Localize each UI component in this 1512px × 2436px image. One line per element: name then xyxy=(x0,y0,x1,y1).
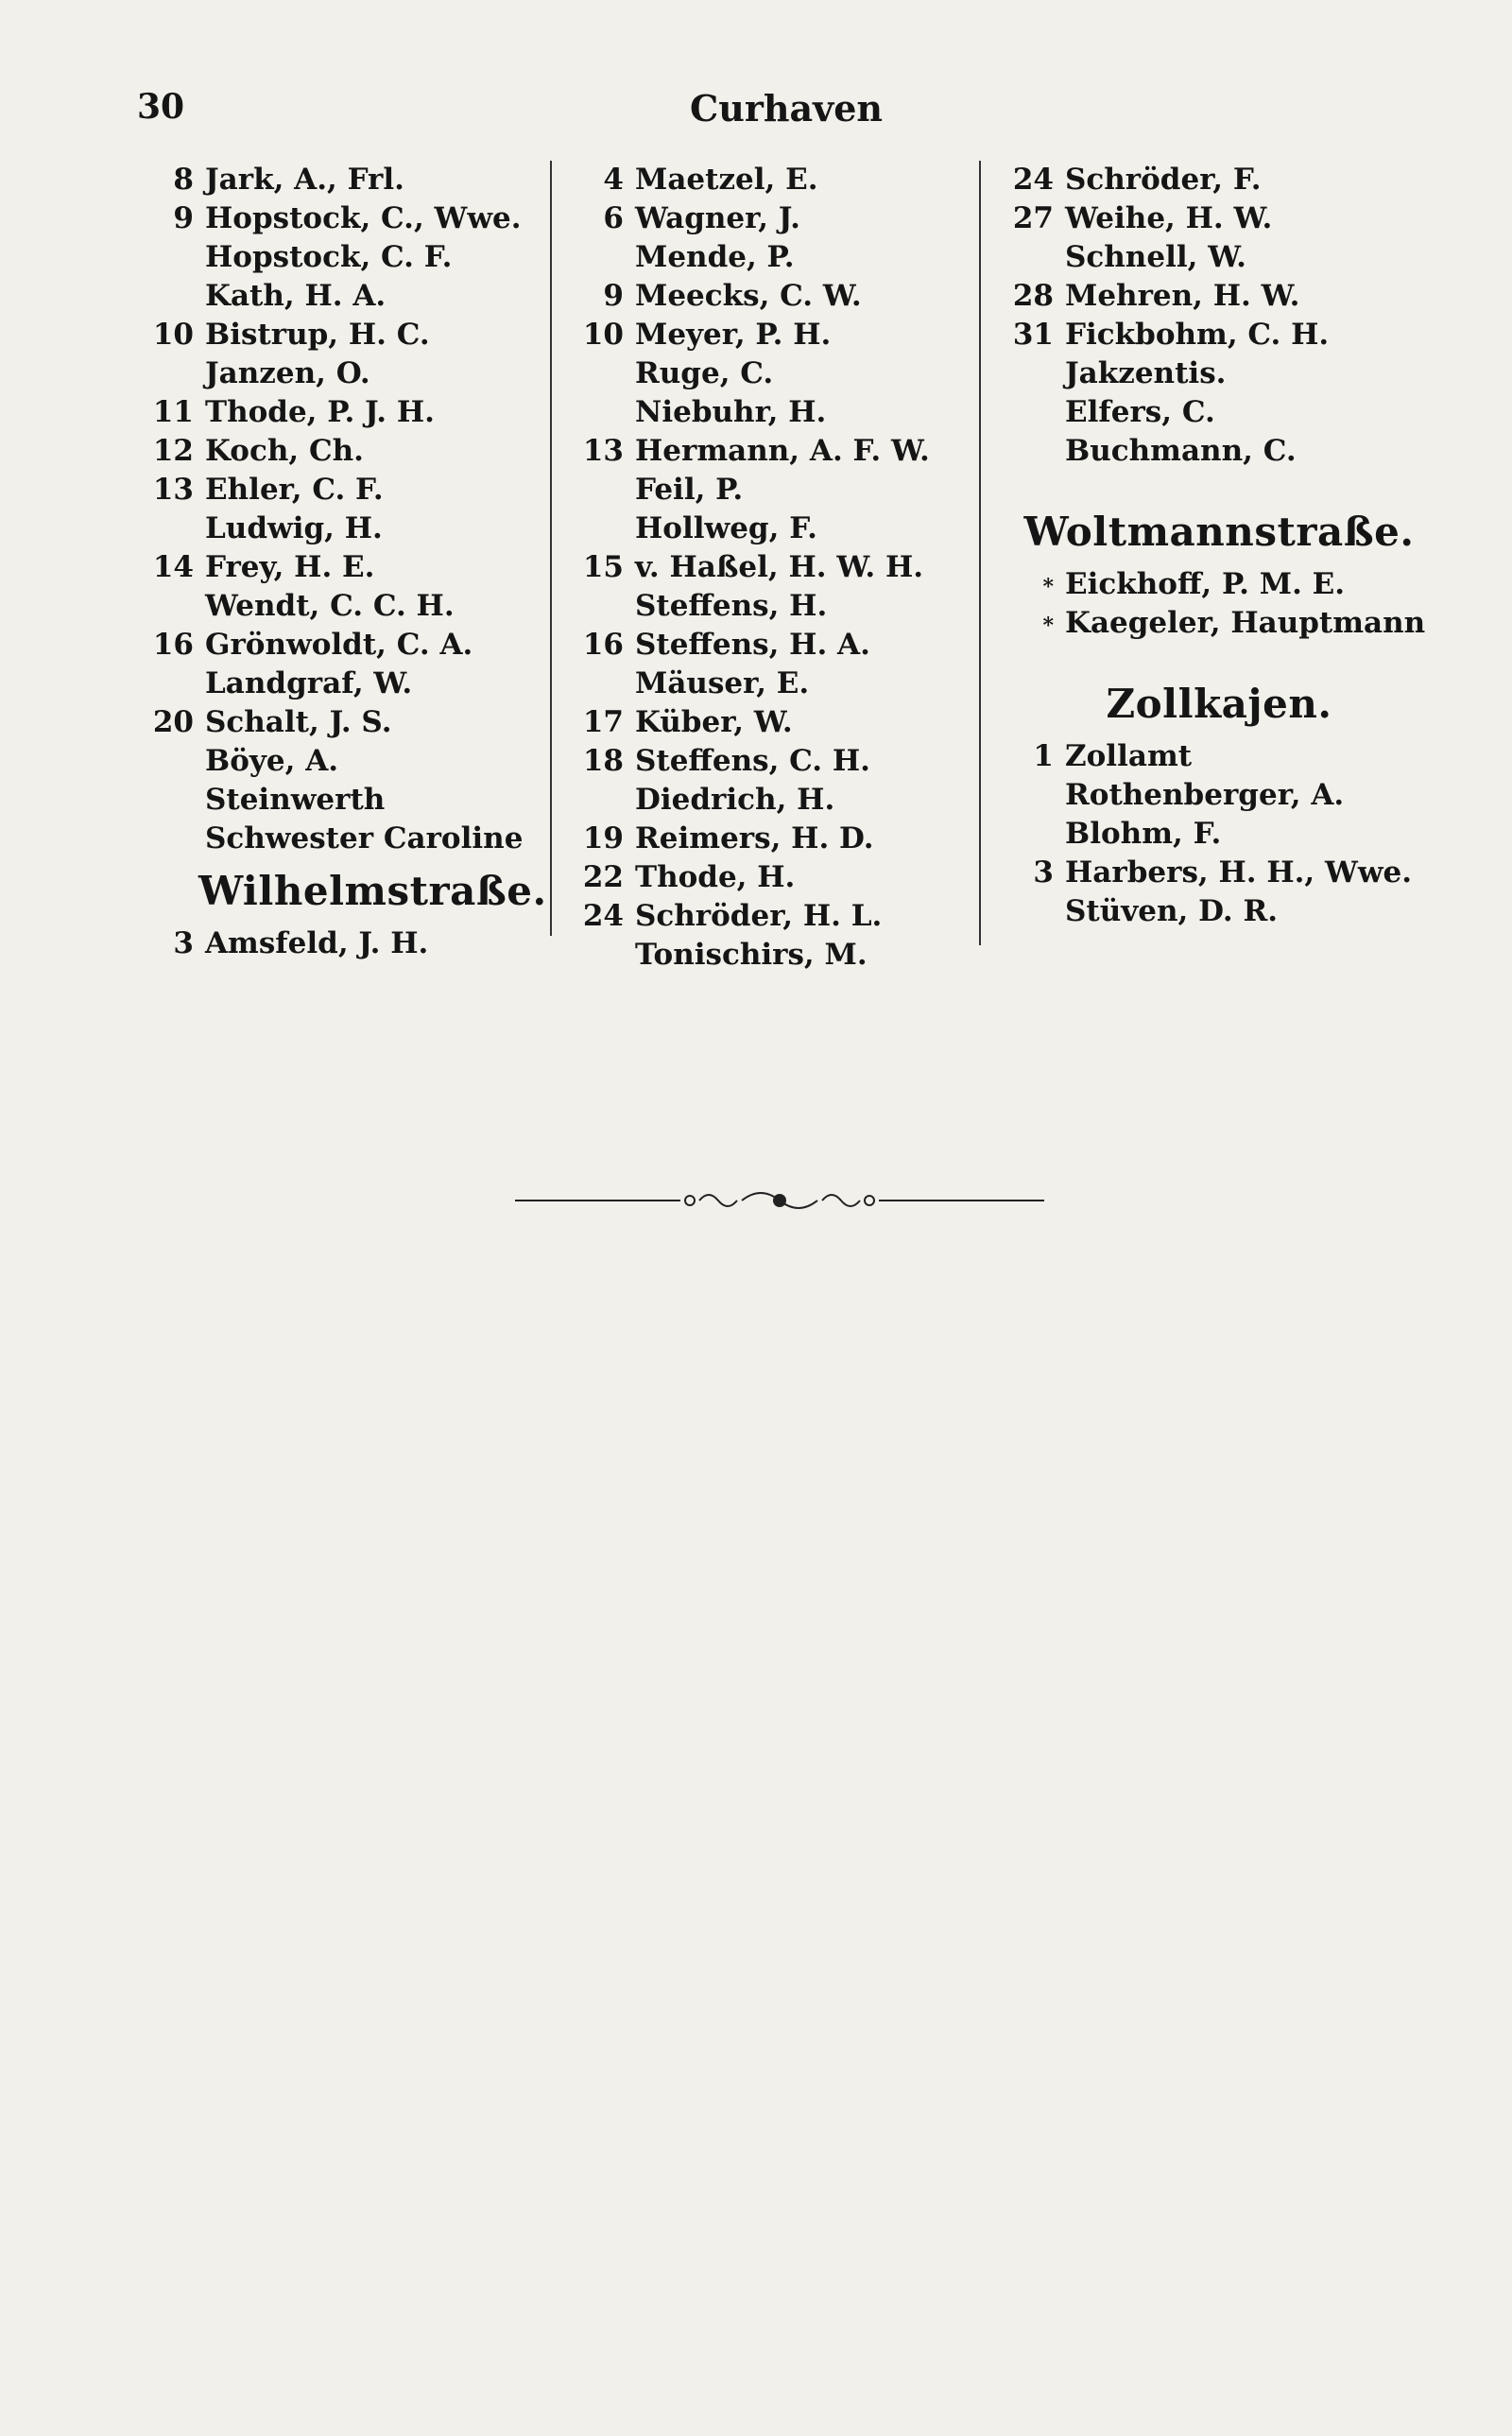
address-entry xyxy=(1002,737,1436,776)
resident-name: Mäuser, E. xyxy=(635,666,810,700)
address-entry xyxy=(572,316,969,354)
address-entry xyxy=(572,781,969,820)
address-entry xyxy=(1002,815,1436,854)
address-entry xyxy=(572,897,969,936)
page-header xyxy=(0,87,1512,134)
resident-name: Wagner, J. xyxy=(635,201,800,235)
address-entry xyxy=(142,238,539,277)
resident-name: Steffens, H. A. xyxy=(635,628,870,662)
address-entry xyxy=(142,703,539,742)
house-number: 22 xyxy=(582,860,624,894)
resident-name: Thode, P. J. H. xyxy=(205,395,435,429)
house-number: 15 xyxy=(582,550,624,584)
house-number: 3 xyxy=(173,926,194,960)
address-entry xyxy=(142,587,539,626)
address-entry xyxy=(1002,892,1436,931)
address-entry xyxy=(572,393,969,432)
address-entry xyxy=(142,316,539,354)
address-entry xyxy=(572,820,969,858)
address-entry xyxy=(142,471,539,510)
resident-name: Diedrich, H. xyxy=(635,783,835,817)
address-entry xyxy=(572,665,969,703)
house-number: 24 xyxy=(1012,163,1054,197)
resident-name: Niebuhr, H. xyxy=(635,395,827,429)
page-number: 30 xyxy=(137,87,185,127)
resident-name: Elfers, C. xyxy=(1065,395,1215,429)
house-number: 9 xyxy=(173,201,194,235)
address-entry xyxy=(572,471,969,510)
street-heading: Woltmannstraße. xyxy=(1023,509,1415,555)
resident-name: Buchmann, C. xyxy=(1065,434,1297,468)
house-number: 16 xyxy=(582,628,624,662)
address-entry xyxy=(1002,565,1436,604)
address-entry xyxy=(142,548,539,587)
house-number: 18 xyxy=(582,744,624,778)
resident-name: Steinwerth xyxy=(205,783,386,817)
address-entry xyxy=(572,587,969,626)
ornament-divider xyxy=(515,1186,1044,1215)
address-entry xyxy=(572,510,969,548)
address-entry xyxy=(1002,199,1436,238)
resident-name: Jakzentis. xyxy=(1065,356,1227,390)
house-number: 1 xyxy=(1033,739,1054,773)
column-1 xyxy=(142,161,547,963)
house-number: 12 xyxy=(152,434,194,468)
address-entry xyxy=(1002,854,1436,892)
address-entry xyxy=(142,393,539,432)
resident-name: Feil, P. xyxy=(635,473,744,507)
resident-name: Fickbohm, C. H. xyxy=(1065,318,1330,352)
resident-name: Zollamt xyxy=(1065,739,1193,773)
resident-name: Ruge, C. xyxy=(635,356,774,390)
address-entry xyxy=(572,432,969,471)
resident-name: Hollweg, F. xyxy=(635,511,817,545)
house-number: 27 xyxy=(1012,201,1054,235)
address-entry xyxy=(572,161,969,199)
house-number: 31 xyxy=(1012,318,1054,352)
resident-name: Hopstock, C. F. xyxy=(205,240,453,274)
house-number: 10 xyxy=(582,318,624,352)
resident-name: Stüven, D. R. xyxy=(1065,894,1279,928)
column-divider xyxy=(550,161,552,936)
resident-name: Reimers, H. D. xyxy=(635,821,874,855)
resident-name: Steffens, H. xyxy=(635,589,828,623)
address-entry xyxy=(572,858,969,897)
resident-name: Schalt, J. S. xyxy=(205,705,392,739)
address-entry xyxy=(572,626,969,665)
resident-name: Meecks, C. W. xyxy=(635,279,862,313)
address-entry xyxy=(142,742,539,781)
address-entry xyxy=(572,936,969,975)
resident-name: Weihe, H. W. xyxy=(1065,201,1273,235)
address-entry xyxy=(572,199,969,238)
resident-name: Harbers, H. H., Wwe. xyxy=(1065,855,1413,890)
resident-name: Koch, Ch. xyxy=(205,434,364,468)
house-number: 6 xyxy=(603,201,624,235)
address-entry xyxy=(572,277,969,316)
house-number: 14 xyxy=(152,550,194,584)
address-entry xyxy=(142,665,539,703)
address-entry xyxy=(1002,776,1436,815)
spacer xyxy=(1002,471,1436,499)
address-entry xyxy=(572,354,969,393)
address-entry xyxy=(1002,238,1436,277)
address-entry xyxy=(142,354,539,393)
house-number: * xyxy=(1042,575,1054,599)
resident-name: Tonischirs, M. xyxy=(635,938,868,972)
address-entry xyxy=(142,626,539,665)
address-entry xyxy=(142,781,539,820)
spacer xyxy=(1002,643,1436,671)
address-entry xyxy=(142,277,539,316)
house-number: 3 xyxy=(1033,855,1054,890)
address-entry xyxy=(142,924,539,963)
address-entry xyxy=(1002,604,1436,643)
house-number: 17 xyxy=(582,705,624,739)
house-number: 4 xyxy=(603,163,624,197)
resident-name: Schwester Caroline xyxy=(205,821,524,855)
house-number: 13 xyxy=(152,473,194,507)
running-title: Curhaven xyxy=(690,87,884,130)
house-number: 19 xyxy=(582,821,624,855)
resident-name: Blohm, F. xyxy=(1065,817,1222,851)
house-number: 13 xyxy=(582,434,624,468)
resident-name: Küber, W. xyxy=(635,705,793,739)
street-heading: Wilhelmstraße. xyxy=(198,868,547,914)
resident-name: Schröder, H. L. xyxy=(635,899,883,933)
resident-name: Schröder, F. xyxy=(1065,163,1262,197)
column-2 xyxy=(572,161,969,975)
house-number: 9 xyxy=(603,279,624,313)
resident-name: Bistrup, H. C. xyxy=(205,318,430,352)
address-entry xyxy=(1002,393,1436,432)
address-entry xyxy=(1002,161,1436,199)
address-entry xyxy=(1002,316,1436,354)
resident-name: Amsfeld, J. H. xyxy=(205,926,429,960)
address-entry xyxy=(142,199,539,238)
column-3 xyxy=(1002,161,1436,931)
resident-name: Jark, A., Frl. xyxy=(205,163,404,197)
resident-name: Hermann, A. F. W. xyxy=(635,434,930,468)
resident-name: v. Haßel, H. W. H. xyxy=(635,550,924,584)
address-entry xyxy=(1002,432,1436,471)
address-entry xyxy=(1002,277,1436,316)
address-entry xyxy=(572,238,969,277)
house-number: * xyxy=(1042,613,1054,638)
resident-name: Rothenberger, A. xyxy=(1065,778,1345,812)
house-number: 16 xyxy=(152,628,194,662)
resident-name: Steffens, C. H. xyxy=(635,744,870,778)
address-entry xyxy=(572,703,969,742)
resident-name: Janzen, O. xyxy=(205,356,370,390)
address-entry xyxy=(142,510,539,548)
resident-name: Wendt, C. C. H. xyxy=(205,589,455,623)
resident-name: Eickhoff, P. M. E. xyxy=(1065,567,1346,601)
resident-name: Frey, H. E. xyxy=(205,550,375,584)
resident-name: Hopstock, C., Wwe. xyxy=(205,201,522,235)
resident-name: Kath, H. A. xyxy=(205,279,387,313)
address-entry xyxy=(572,548,969,587)
resident-name: Maetzel, E. xyxy=(635,163,818,197)
address-entry xyxy=(142,161,539,199)
resident-name: Ehler, C. F. xyxy=(205,473,384,507)
address-entry xyxy=(572,742,969,781)
resident-name: Kaegeler, Hauptmann xyxy=(1065,606,1426,640)
house-number: 11 xyxy=(152,395,194,429)
resident-name: Mehren, H. W. xyxy=(1065,279,1300,313)
resident-name: Meyer, P. H. xyxy=(635,318,832,352)
address-entry xyxy=(1002,354,1436,393)
house-number: 20 xyxy=(152,705,194,739)
resident-name: Landgraf, W. xyxy=(205,666,413,700)
resident-name: Böye, A. xyxy=(205,744,339,778)
address-entry xyxy=(142,820,539,858)
house-number: 8 xyxy=(173,163,194,197)
resident-name: Grönwoldt, C. A. xyxy=(205,628,473,662)
resident-name: Thode, H. xyxy=(635,860,796,894)
resident-name: Mende, P. xyxy=(635,240,795,274)
resident-name: Schnell, W. xyxy=(1065,240,1246,274)
address-entry xyxy=(142,432,539,471)
column-divider xyxy=(979,161,981,945)
resident-name: Ludwig, H. xyxy=(205,511,383,545)
street-heading: Zollkajen. xyxy=(1106,681,1332,727)
house-number: 10 xyxy=(152,318,194,352)
house-number: 24 xyxy=(582,899,624,933)
house-number: 28 xyxy=(1012,279,1054,313)
